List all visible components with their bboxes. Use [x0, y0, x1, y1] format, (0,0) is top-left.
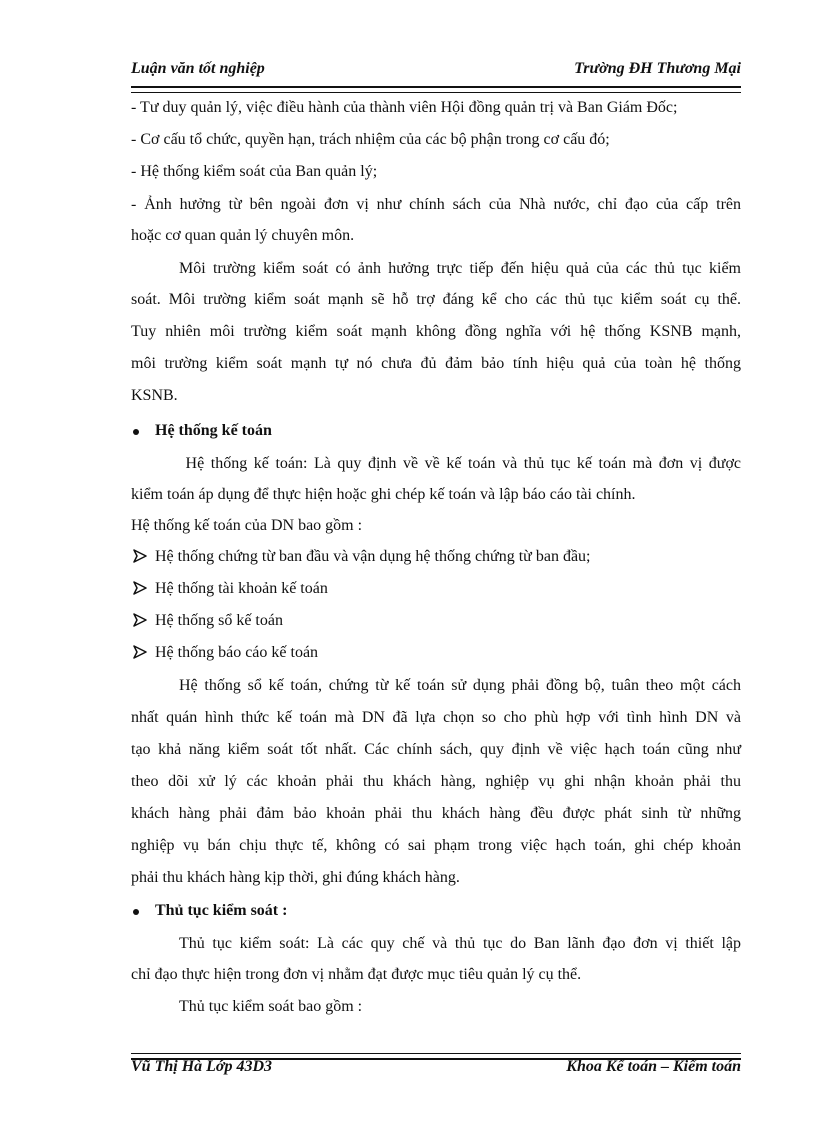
section-heading-procedures: Thủ tục kiểm soát :: [155, 902, 288, 919]
paragraph-line: môi trường kiểm soát mạnh tự nó chưa đủ đảm bảo tính hiệu quả của toàn hệ thống: [131, 355, 741, 372]
paragraph-line: soát. Môi trường kiểm soát mạnh sẽ hỗ trợ đáng kể cho các thủ tục kiểm soát cụ thể.: [131, 291, 741, 308]
paragraph-line: KSNB.: [131, 387, 178, 404]
paragraph-line: chỉ đạo thực hiện trong đơn vị nhằm đạt được mục tiêu quản lý cụ thể.: [131, 966, 582, 983]
arrow-bullet-icon: [133, 645, 147, 659]
dash-item: - Cơ cấu tổ chức, quyền hạn, trách nhiệm của các bộ phận trong cơ cấu đó;: [131, 131, 610, 148]
header-thesis-title: Luận văn tốt nghiệp: [131, 60, 265, 77]
paragraph-line: theo dõi xử lý các khoản phải thu khách hàng, nghiệp vụ ghi nhận khoản phải thu: [131, 773, 741, 790]
bullet-dot-icon: [133, 429, 139, 435]
page-header: [131, 60, 741, 84]
paragraph-line: nghiệp vụ bán chịu thực tế, không có sai phạm trong việc hạch toán, ghi chép khoản: [131, 837, 741, 854]
arrow-bullet-icon: [133, 549, 147, 563]
paragraph-line: Hệ thống kế toán: Là quy định về về kế toán và thủ tục kế toán mà đơn vị được: [179, 455, 741, 472]
paragraph-line: Tuy nhiên môi trường kiểm soát mạnh không đồng nghĩa với hệ thống KSNB mạnh,: [131, 323, 741, 340]
list-item: Hệ thống chứng từ ban đầu và vận dụng hệ thống chứng từ ban đầu;: [155, 548, 591, 565]
arrow-bullet-icon: [133, 613, 147, 627]
paragraph-line: kiểm toán áp dụng để thực hiện hoặc ghi chép kế toán và lập báo cáo tài chính.: [131, 486, 636, 503]
paragraph-line: khách hàng phải đảm bảo khoản phải thu khách hàng đều được phát sinh từ những: [131, 805, 741, 822]
paragraph-line: Môi trường kiểm soát có ảnh hưởng trực tiếp đến hiệu quả của các thủ tục kiểm: [179, 260, 741, 277]
bullet-dot-icon: [133, 909, 139, 915]
paragraph-line: Hệ thống sổ kế toán, chứng từ kế toán sử dụng phải đồng bộ, tuân theo một cách: [179, 677, 741, 694]
footer-author: Vũ Thị Hà Lớp 43D3: [131, 1058, 273, 1075]
paragraph-line: tạo khả năng kiểm soát tốt nhất. Các chính sách, quy định về việc hạch toán cũng như: [131, 741, 741, 758]
paragraph-line: nhất quán hình thức kế toán mà DN đã lựa chọn so cho phù hợp với tình hình DN và: [131, 709, 741, 726]
list-item: Hệ thống sổ kế toán: [155, 612, 283, 629]
accounting-intro: Hệ thống kế toán của DN bao gồm :: [131, 517, 363, 534]
page-footer: [131, 1058, 741, 1082]
arrow-bullet-icon: [133, 581, 147, 595]
paragraph-line: Thủ tục kiểm soát: Là các quy chế và thủ tục do Ban lãnh đạo đơn vị thiết lập: [179, 935, 741, 952]
dash-item: - Hệ thống kiểm soát của Ban quản lý;: [131, 163, 378, 180]
dash-item: - Tư duy quản lý, việc điều hành của thành viên Hội đồng quản trị và Ban Giám Đốc;: [131, 99, 678, 116]
list-item: Hệ thống tài khoản kế toán: [155, 580, 328, 597]
header-double-rule: [131, 86, 741, 93]
section-heading-accounting: Hệ thống kế toán: [155, 422, 272, 439]
dash-item-continuation: hoặc cơ quan quản lý chuyên môn.: [131, 227, 355, 244]
paragraph-line: phải thu khách hàng kịp thời, ghi đúng khách hàng.: [131, 869, 460, 886]
header-university: Trường ĐH Thương Mại: [574, 60, 741, 77]
footer-faculty: Khoa Kế toán – Kiểm toán: [566, 1058, 741, 1075]
dash-item: - Ảnh hưởng từ bên ngoài đơn vị như chính sách của Nhà nước, chỉ đạo của cấp trên: [131, 196, 741, 213]
procedures-intro: Thủ tục kiểm soát bao gồm :: [179, 998, 363, 1015]
list-item: Hệ thống báo cáo kế toán: [155, 644, 319, 661]
